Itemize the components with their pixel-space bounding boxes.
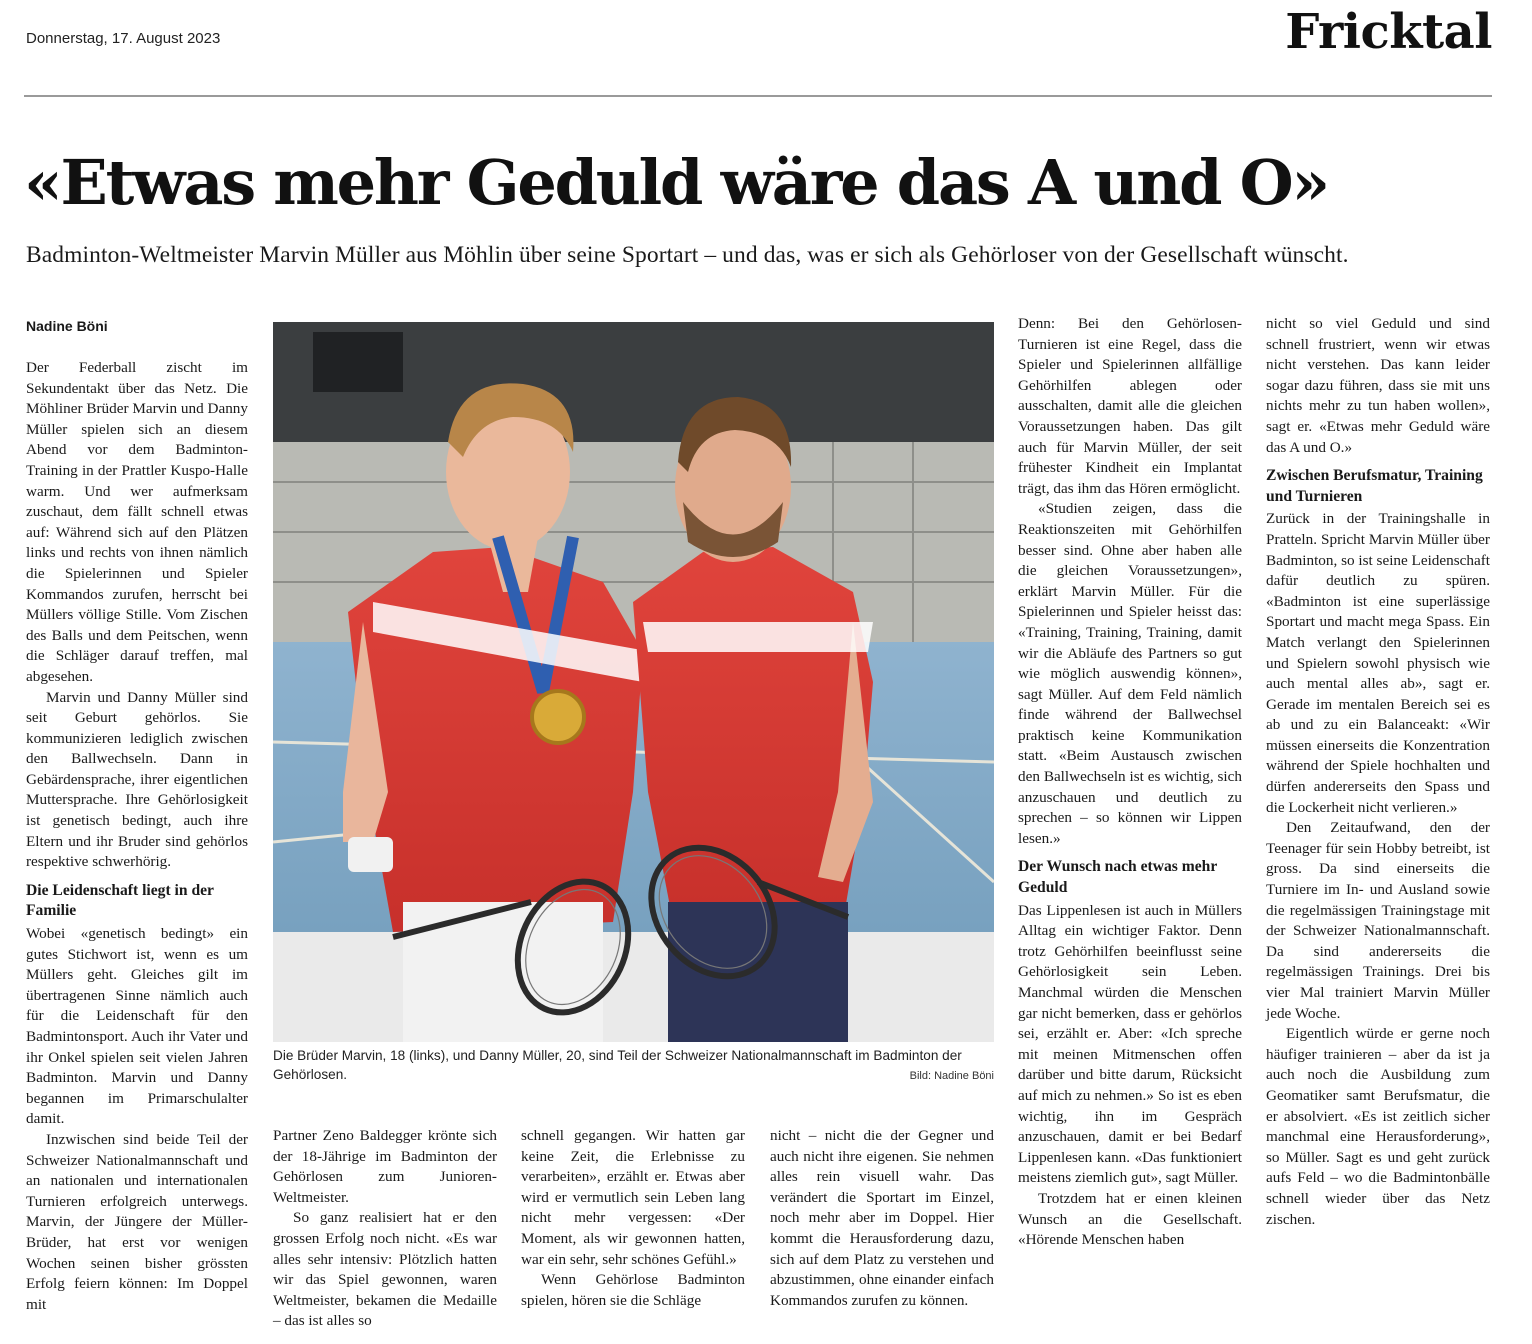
paragraph: Den Zeitaufwand, den der Teenager für sein Hobby betreibt, ist gross. Da sind einerseits die Turniere im In- und Ausland sowie die regelmässigen Trainingstage mit der Schweizer Nationalmannschaft. Da sind andererseits die regelmässigen Trainings. Drei bis vier Mal trainiert Marvin Müller jede Woche. — [1266, 819, 1490, 1022]
column-2 — [273, 1126, 497, 1332]
paragraph: Der Federball zischt im Sekundentakt über das Netz. Die Möhliner Brüder Marvin und Danny Müller spielen sich an diesem Abend vor dem Badminton-Training in der Prattler Kuspo-Halle warm. Und wer aufmerksam zuschaut, dem fällt schnell etwas auf: Während sich auf den Plätzen links und rechts von ihnen nämlich die Spielerinnen und Spieler Kommandos zurufen, herrscht bei Müllers völlige Stille. Vom Zischen des Balls und dem Peitschen, wenn die Schläger darauf treffen, mal abgesehen. — [26, 359, 248, 685]
photo-credit: Bild: Nadine Böni — [909, 1070, 994, 1082]
section-title: Fricktal — [1285, 4, 1492, 60]
column-4 — [770, 1126, 994, 1311]
column-6 — [1266, 314, 1490, 1230]
article-photo — [273, 322, 994, 1042]
paragraph: Denn: Bei den Gehörlosen-Turnieren ist eine Regel, dass die Spieler und Spielerinnen allfällige Gehörhilfen ablegen oder ausschalten, damit alle die gleichen Voraussetzungen haben. Das gilt auch für Marvin Müller, der seit frühester Kindheit ein Implantat trägt, das ihm das Hören ermöglicht. — [1018, 315, 1242, 497]
paragraph: Das Lippenlesen ist auch in Müllers Alltag ein wichtiger Faktor. Denn trotz Gehörhilfen beeinflusst seine Gehörlosigkeit sein Leben. Manchmal würden die Menschen gar nicht bemerken, dass er gehörlos sei, erzählt er. Aber: «Ich spreche mit meinen Mitmenschen offen darüber und bitte darum, Rücksicht auf mich zu nehmen.» So ist es eben wichtig, ihn im Gespräch anzuschauen, damit er bei Bedarf Lippenlesen kann. «Das funktioniert meistens ziemlich gut», sagt Müller. — [1018, 901, 1242, 1187]
paragraph: nicht – nicht die der Gegner und auch nicht ihre eigenen. Sie nehmen alles rein visuell wahr. Das verändert die Sportart im Einzel, noch mehr aber im Doppel. Hier kommt die Herausforderung dazu, sich auf dem Platz zu verstehen und abzustimmen, ohne einander einfach Kommandos zurufen zu können. — [770, 1127, 994, 1309]
article-headline: «Etwas mehr Geduld wäre das A und O» — [24, 146, 1328, 219]
paragraph: Trotzdem hat er einen kleinen Wunsch an die Gesellschaft. «Hörende Menschen haben — [1018, 1189, 1242, 1249]
article-lead: Badminton-Weltmeister Marvin Müller aus Möhlin über seine Sportart – und das, was er sich als Gehörloser von der Gesellschaft wünscht. — [26, 242, 1349, 268]
issue-date: Donnerstag, 17. August 2023 — [26, 30, 221, 47]
paragraph: Eigentlich würde er gerne noch häufiger trainieren – aber da ist ja auch noch die Ausbildung zum Geomatiker samt Berufsmatur, die er absolviert. «Es ist zeitlich sicher manchmal eine Herausforderung», so Müller. Sagt es und geht zurück aufs Feld – wo die Badmintonbälle schnell wieder über das Netz zischen. — [1266, 1025, 1490, 1228]
subheading: Der Wunsch nach etwas mehr Geduld — [1018, 858, 1217, 897]
subheading: Die Leidenschaft liegt in der Familie — [26, 881, 214, 920]
column-1 — [26, 358, 248, 1315]
paragraph: Zurück in der Trainingshalle in Pratteln. Spricht Marvin Müller über Badminton, so ist seine Leidenschaft dafür deutlich zu spüren. «Badminton ist eine superlässige Sportart und macht mega Spass. Ein Match verlangt den Spielerinnen und Spielern sowohl physisch wie auch mental alles ab», sagt er. Gerade im mentalen Bereich sei es ab und zu ein Balanceakt: «Wir müssen einerseits die Konzentration während der Spiele hochhalten und dürfen andererseits den Spass und die Lockerheit nicht verlieren.» — [1266, 510, 1490, 816]
paragraph: So ganz realisiert hat er den grossen Erfolg noch nicht. «Es war alles sehr intensiv: Plötzlich hatten wir das Spiel gewonnen, waren Weltmeister, bekamen die Medaille – das ist alles so — [273, 1209, 497, 1330]
paragraph: schnell gegangen. Wir hatten gar keine Zeit, die Erlebnisse zu verarbeiten», erzählt er. Etwas aber wird er vermutlich sein Leben lang nicht mehr vergessen: «Der Moment, als wir gewonnen hatten, war ein sehr, sehr schönes Gefühl.» — [521, 1127, 745, 1268]
paragraph: Inzwischen sind beide Teil der Schweizer Nationalmannschaft und an nationalen und internationalen Turnieren erfolgreich unterwegs. Marvin, der Jüngere der Müller-Brüder, hat erst vor wenigen Wochen seinen bisher grössten Erfolg feiern können: Im Doppel mit — [26, 1130, 248, 1313]
subheading: Zwischen Berufsmatur, Training und Turnieren — [1266, 467, 1483, 505]
paragraph: nicht so viel Geduld und sind schnell frustriert, wenn wir etwas nicht verstehen. Das kann leider sogar dazu führen, dass sie mit uns nichts mehr zu tun haben wollen», sagt er. «Etwas mehr Geduld wäre das A und O.» — [1266, 315, 1490, 456]
paragraph: Wenn Gehörlose Badminton spielen, hören sie die Schläge — [521, 1271, 745, 1309]
column-5 — [1018, 314, 1242, 1251]
paragraph: Wobei «genetisch bedingt» ein gutes Stichwort ist, wenn es um Müllers geht. Gleiches gilt im übertragenen Sinne nämlich auch für die Leidenschaft für den Badmintonsport. Auch ihr Vater und ihr Onkel spielen seit vielen Jahren Badminton. Marvin und Danny begannen im Primarschulalter damit. — [26, 925, 248, 1128]
paragraph: Partner Zeno Baldegger krönte sich der 18-Jährige im Badminton der Gehörlosen zum Junioren-Weltmeister. — [273, 1127, 497, 1206]
column-3 — [521, 1126, 745, 1311]
paragraph: Marvin und Danny Müller sind seit Geburt gehörlos. Sie kommunizieren lediglich zwischen den Ballwechseln. Dann in Gebärdensprache, ihrer eigentlichen Muttersprache. Ihre Gehörlosigkeit ist genetisch bedingt, auch ihre Eltern und ihr Bruder sind gehörlos respektive schwerhörig. — [26, 688, 248, 871]
header-divider — [24, 95, 1492, 97]
paragraph: «Studien zeigen, dass die Reaktionszeiten mit Gehörhilfen besser sind. Ohne aber haben alle die gleichen Voraussetzungen», erklärt Marvin Müller. Für die Spielerinnen und Spieler heisst das: «Training, Training, Training, damit wir die Abläufe des Partners so gut wie möglich auswendig können», sagt Müller. Auf dem Feld nämlich finde während der Ballwechsel praktisch keine Kommunikation statt. «Beim Austausch zwischen den Ballwechseln ist es wichtig, sich anzuschauen und deutlich zu sprechen – so können wir Lippen lesen.» — [1018, 500, 1242, 847]
photo-illustration — [273, 322, 994, 1042]
author-byline: Nadine Böni — [26, 318, 108, 334]
photo-caption: Die Brüder Marvin, 18 (links), und Danny Müller, 20, sind Teil der Schweizer Nationalmannschaft im Badminton der Gehörlosen. — [273, 1048, 962, 1082]
